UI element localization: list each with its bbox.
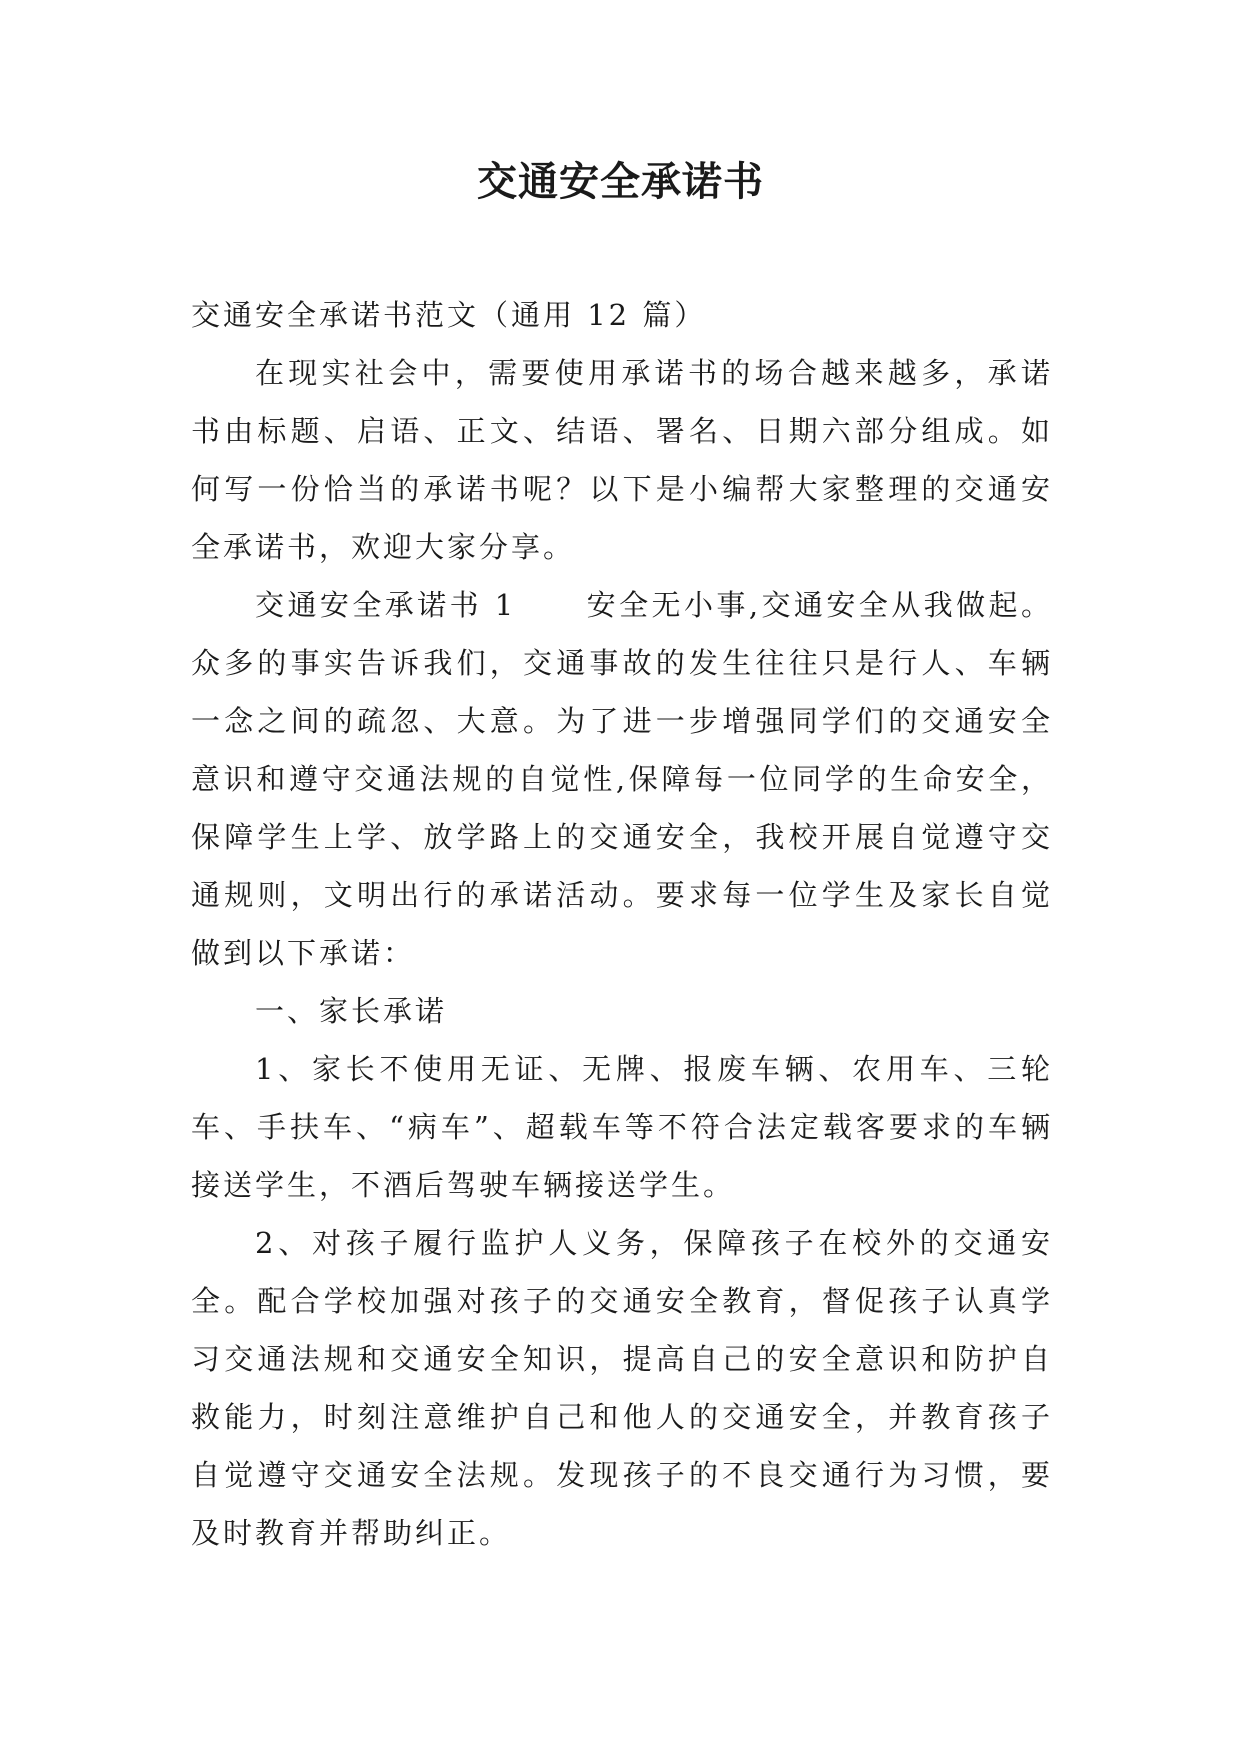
commitment-item-1: 1、家长不使用无证、无牌、报废车辆、农用车、三轮车、手扶车、“病车”、超载车等不符合法定载客要求的车辆接送学生，不酒后驾驶车辆接送学生。 bbox=[191, 1052, 1053, 1202]
section1-body: 安全无小事,交通安全从我做起。众多的事实告诉我们，交通事故的发生往往只是行人、车辆一念之间的疏忽、大意。为了进一步增强同学们的交通安全意识和遵守交通法规的自觉性,保障每一位同学的生命安全，保障学生上学、放学路上的交通安全，我校开展自觉遵守交通规则，文明出行的承诺活动。要求每一位学生及家长自觉做到以下承诺： bbox=[191, 588, 1053, 970]
subtitle-paragraph: 交通安全承诺书范文（通用 12 篇） bbox=[191, 298, 707, 332]
document-body bbox=[191, 286, 1053, 1562]
parent-commitment-heading: 一、家长承诺 bbox=[255, 994, 448, 1028]
intro-paragraph: 在现实社会中，需要使用承诺书的场合越来越多，承诺书由标题、启语、正文、结语、署名、日期六部分组成。如何写一份恰当的承诺书呢？以下是小编帮大家整理的交通安全承诺书，欢迎大家分享。 bbox=[191, 356, 1053, 564]
commitment-item-2: 2、对孩子履行监护人义务，保障孩子在校外的交通安全。配合学校加强对孩子的交通安全教育，督促孩子认真学习交通法规和交通安全知识，提高自己的安全意识和防护自救能力，时刻注意维护自己和他人的交通安全，并教育孩子自觉遵守交通安全法规。发现孩子的不良交通行为习惯，要及时教育并帮助纠正。 bbox=[191, 1226, 1053, 1550]
section1-heading: 交通安全承诺书 1 bbox=[255, 588, 517, 622]
section1-paragraph bbox=[191, 576, 1053, 982]
document-title: 交通安全承诺书 bbox=[477, 159, 764, 205]
